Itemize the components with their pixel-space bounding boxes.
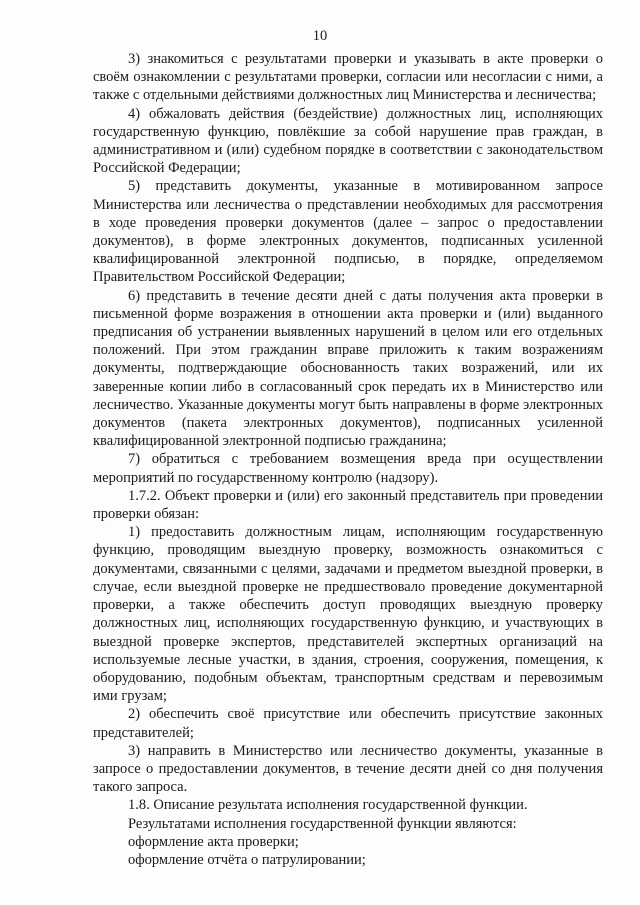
paragraph-duty-2: 2) обеспечить своё присутствие или обеспечить присутствие законных представителей; xyxy=(93,706,603,741)
result-item-patrol-report: оформление отчёта о патрулировании; xyxy=(128,851,366,868)
page-number: 10 xyxy=(312,28,328,44)
result-item-inspection-act: оформление акта проверки; xyxy=(128,833,299,850)
paragraph-duty-1: 1) предоставить должностным лицам, исполняющим государственную функцию, проводящим выездную проверку, возможность ознакомиться с документами, связанными с целями, задачами и предметом выездной проверки, в случае, если выездной проверке не предшествовало проведение документарной проверки, а также обеспечить доступ проводящих выездную проверку должностных лиц, исполняющих государственную функцию, и участвующих в выездной проверке экспертов, представителей экспертных организаций на используемые лесные участки, в здания, строения, сооружения, помещения, к оборудованию, подобным объектам, транспортным средствам и перевозимым ими грузам; xyxy=(93,524,603,705)
section-1-7-2: 1.7.2. Объект проверки и (или) его законный представитель при проведении проверки обязан: xyxy=(93,487,603,523)
section-1-8-heading: 1.8. Описание результата исполнения государственной функции. xyxy=(128,797,528,814)
paragraph-right-5: 5) представить документы, указанные в мотивированном запросе Министерства или лесничества о представлении необходимых для рассмотрения в ходе проведения проверки документов (далее – запрос о предоставлении документов), в форме электронных документов, подписанных усиленной квалифицированной электронной подписью, в порядке, определяемом Правительством Российской Федерации; xyxy=(93,178,603,286)
paragraph-right-7: 7) обратиться с требованием возмещения вреда при осуществлении мероприятий по государственному контролю (надзору). xyxy=(93,451,603,486)
document-body xyxy=(93,50,603,869)
results-intro: Результатами исполнения государственной функции являются: xyxy=(128,815,517,832)
paragraph-right-3: 3) знакомиться с результатами проверки и указывать в акте проверки о своём ознакомлении с результатами проверки, согласии или несогласии с ними, а также с отдельными действиями должностных лиц Министерства и лесничества; xyxy=(93,51,603,104)
paragraph-right-4: 4) обжаловать действия (бездействие) должностных лиц, исполняющих государственную функцию, повлёкшие за собой нарушение прав граждан, в административном и (или) судебном порядке в соответствии с законодательством Российской Федерации; xyxy=(93,105,603,177)
paragraph-right-6: 6) представить в течение десяти дней с даты получения акта проверки в письменной форме возражения в отношении акта проверки и (или) выданного предписания об устранении выявленных нарушений в целом или его отдельных положений. При этом гражданин вправе приложить к таким возражениям документы, подтверждающие обоснованность таких возражений, или их заверенные копии либо в согласованный срок передать их в Министерство или лесничество. Указанные документы могут быть направлены в форме электронных документов (пакета электронных документов), подписанных усиленной квалифицированной электронной подписью гражданина; xyxy=(93,287,603,450)
paragraph-duty-3: 3) направить в Министерство или лесничество документы, указанные в запросе о предоставлении документов, в течение десяти дней со дня получения такого запроса. xyxy=(93,742,603,796)
